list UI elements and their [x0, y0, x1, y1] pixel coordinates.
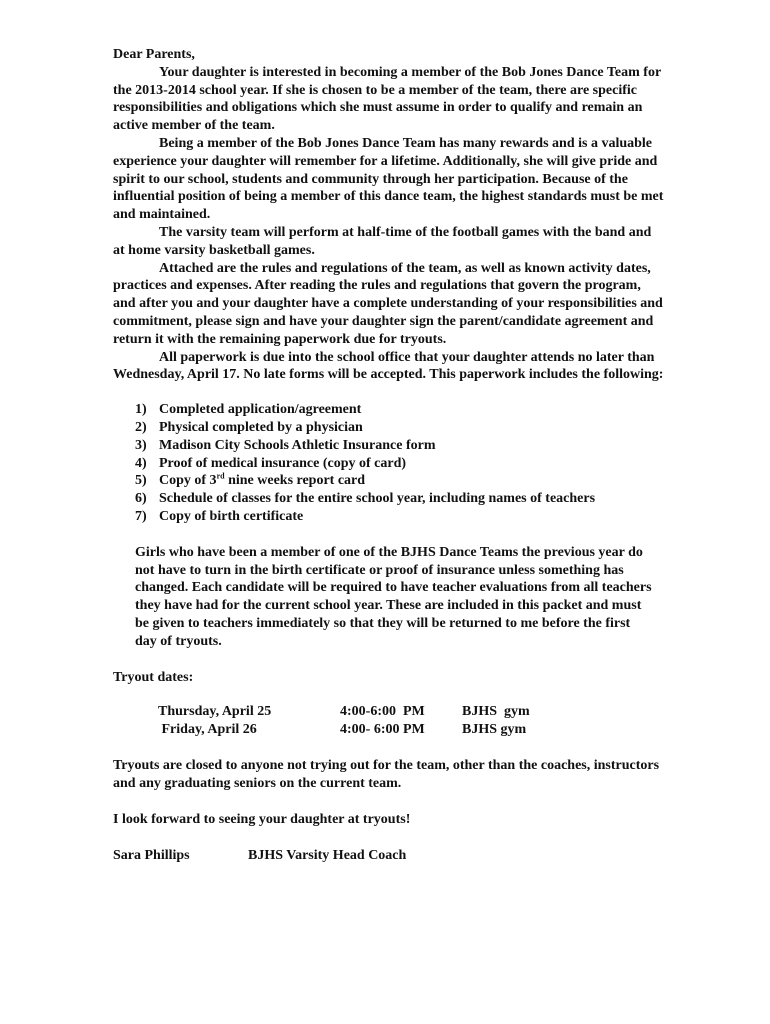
tryout-time: 4:00- 6:00 PM: [340, 722, 425, 738]
list-item: 1) Completed application/agreement: [135, 402, 362, 418]
table-row: [158, 721, 530, 739]
rules-paragraph: Attached are the rules and regulations of the team, as well as known activity dates, practices and expenses. After reading the rules and regulations that govern the program, and after you and your daughter have a complete understanding of your responsibilities and commitment, please sign and have your daughter sign the parent/candidate agreement and return it with the remaining paperwork due for tryouts.: [113, 260, 663, 347]
paperwork-paragraph: All paperwork is due into the school office that your daughter attends no later than Wednesday, April 17. No late forms will be accepted. This paperwork includes the following:: [113, 349, 664, 383]
paperwork-list: [135, 401, 665, 526]
tryout-day: Thursday, April 25: [158, 704, 272, 720]
intro-paragraph: Your daughter is interested in becoming a member of the Bob Jones Dance Team for the 2013-2014 school year. If she is chosen to be a member of the team, there are specific responsibilities and obligations which she must assume in order to qualify and remain an active member of the team.: [113, 64, 661, 134]
tryout-time: 4:00-6:00 PM: [340, 704, 425, 720]
letter-body: [113, 46, 665, 864]
tryout-dates-heading: Tryout dates:: [113, 669, 194, 685]
table-row: [158, 703, 530, 721]
salutation: Dear Parents,: [113, 47, 195, 62]
list-item: 3) Madison City Schools Athletic Insurance form: [135, 437, 436, 453]
closed-tryouts-note: Tryouts are closed to anyone not trying out for the team, other than the coaches, instructors and any graduating seniors on the current team.: [113, 758, 660, 792]
returning-members-note: Girls who have been a member of one of the BJHS Dance Teams the previous year do not have to turn in the birth certificate or proof of insurance unless something has changed. Each candidate will be required to have teacher evaluations from all teachers they have had for the current school year. These are included in this packet and must be given to teachers immediately so that they will be returned to me before the first day of tryouts.: [135, 544, 652, 649]
tryout-place: BJHS gym: [462, 704, 530, 720]
signature-block: [113, 847, 665, 865]
rewards-paragraph: Being a member of the Bob Jones Dance Team has many rewards and is a valuable experience your daughter will remember for a lifetime. Additionally, she will give pride and spirit to our school, students and community through her participation. Because of the influential position of being a member of this dance team, the highest standards must be met and maintained.: [113, 135, 664, 223]
signature-name: Sara Phillips: [113, 847, 190, 863]
list-item: 5) Copy of 3rd nine weeks report card: [135, 471, 366, 489]
signature-title: BJHS Varsity Head Coach: [248, 847, 407, 863]
tryout-place: BJHS gym: [462, 722, 527, 738]
list-item: 6) Schedule of classes for the entire school year, including names of teachers: [135, 491, 596, 507]
closing-line: I look forward to seeing your daughter at tryouts!: [113, 811, 411, 827]
list-item: 2) Physical completed by a physician: [135, 419, 363, 435]
list-item: 4) Proof of medical insurance (copy of card): [135, 455, 407, 471]
performance-paragraph: The varsity team will perform at half-time of the football games with the band and at home varsity basketball games.: [113, 224, 652, 258]
list-item: 7) Copy of birth certificate: [135, 508, 304, 524]
tryout-day: Friday, April 26: [158, 722, 257, 738]
tryout-schedule: [158, 703, 530, 739]
